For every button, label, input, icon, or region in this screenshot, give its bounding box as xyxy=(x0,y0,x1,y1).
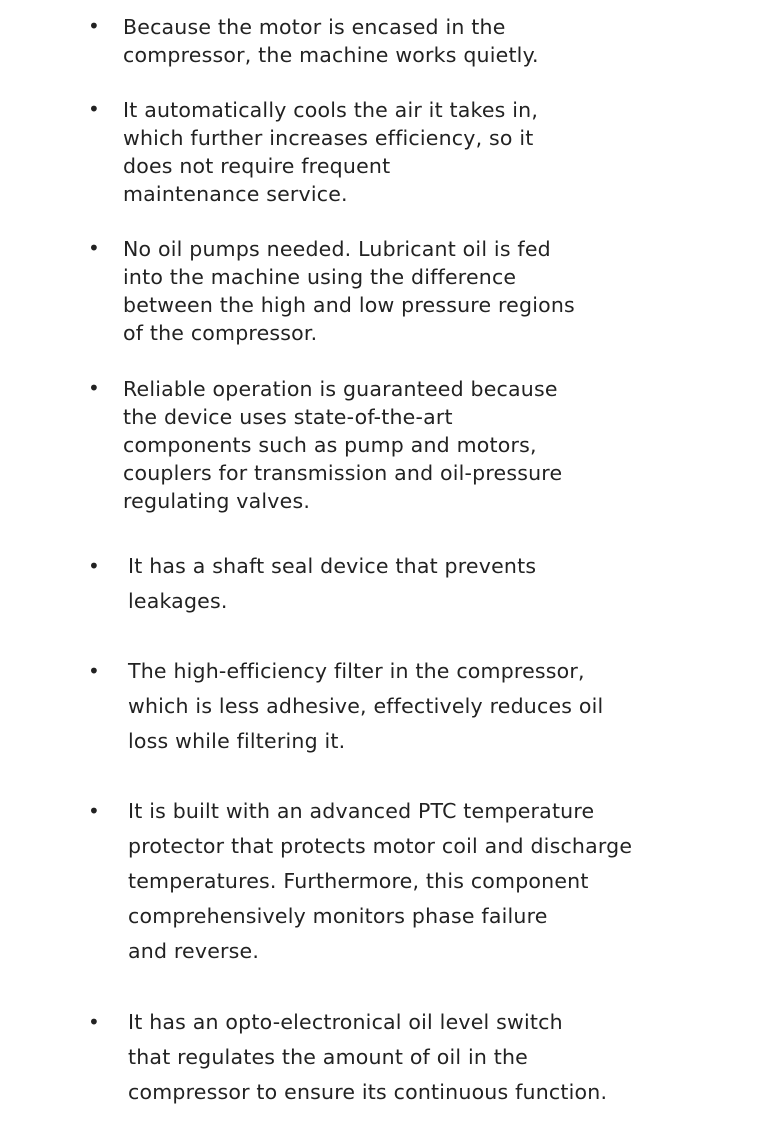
bullet-icon: • xyxy=(88,376,100,400)
list-item-text: It is built with an advanced PTC temperature protector that protects motor coil and discharge temperatures. Furthermore, this component comprehensively monitors phase failure and reverse. xyxy=(128,799,633,963)
bullet-icon: • xyxy=(88,554,100,578)
bullet-icon: • xyxy=(88,14,100,38)
list-item-text: It automatically cools the air it takes in, which further increases efficiency, so it does not require frequent maintenance service. xyxy=(123,98,539,206)
list-item-text: It has a shaft seal device that prevents leakages. xyxy=(128,554,537,613)
list-item-text: The high-efficiency filter in the compressor, which is less adhesive, effectively reduces oil loss while filtering it. xyxy=(128,659,604,753)
bullet-icon: • xyxy=(88,236,100,260)
bullet-icon: • xyxy=(88,799,100,823)
bullet-icon: • xyxy=(88,659,100,683)
list-item-text: No oil pumps needed. Lubricant oil is fed into the machine using the difference between the high and low pressure regions of the compressor. xyxy=(123,237,575,345)
bullet-icon: • xyxy=(88,97,100,121)
list-item-text: Reliable operation is guaranteed because the device uses state-of-the-art components such as pump and motors, couplers for transmission and oil-pressure regulating valves. xyxy=(123,377,563,513)
bullet-icon: • xyxy=(88,1010,100,1034)
list-item-text: It has an opto-electronical oil level switch that regulates the amount of oil in the compressor to ensure its continuous function. xyxy=(128,1010,608,1104)
list-item-text: Because the motor is encased in the compressor, the machine works quietly. xyxy=(123,15,539,67)
